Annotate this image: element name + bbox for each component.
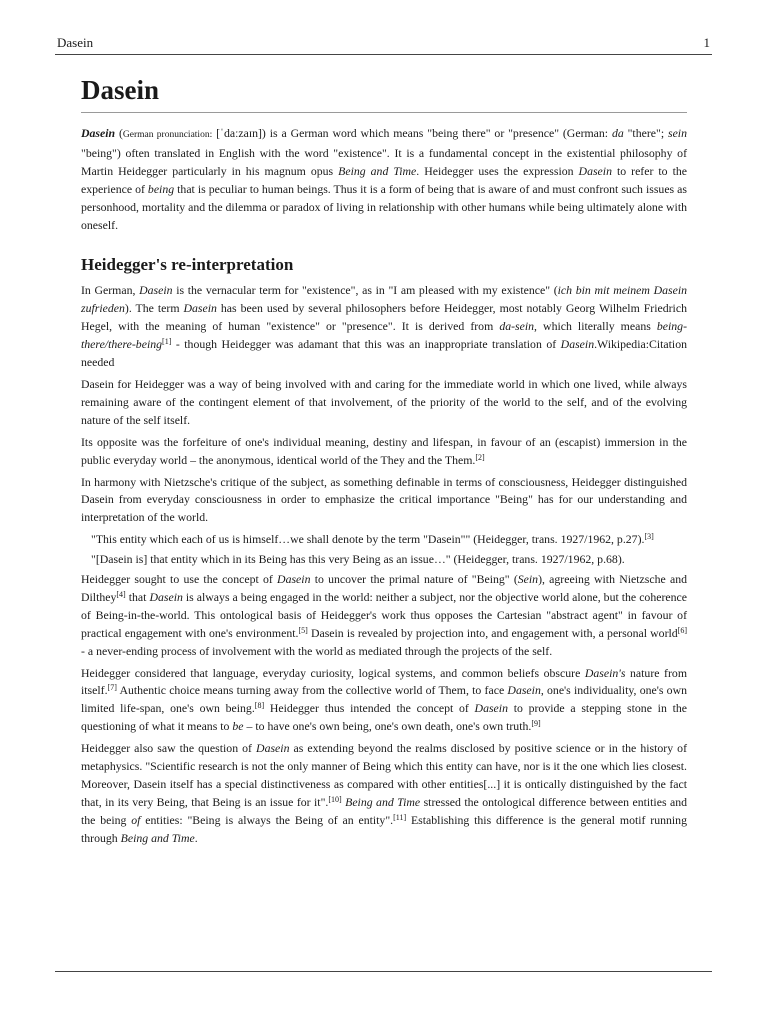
running-header <box>55 34 712 55</box>
text-run: ( <box>115 126 123 140</box>
paragraph <box>81 434 687 470</box>
text-run: Dasein <box>474 701 508 716</box>
block-quote <box>91 531 687 569</box>
text-run: – to have one's own being, one's own death, one's own truth. <box>243 719 532 734</box>
text-run: Dasein's <box>584 665 626 680</box>
text-run: Dasein is revealed by projection into, and engagement with, a personal world <box>307 625 678 640</box>
text-run: da <box>611 126 624 140</box>
citation-ref[interactable]: [5] <box>298 625 308 635</box>
text-run: Dasein <box>507 683 541 698</box>
text-run: to uncover the primal nature of "Being" ( <box>310 572 518 587</box>
text-run: "[Dasein is] that entity which in its Being has this very Being as an issue…" (Heidegger, trans. 1927/1962, p.68). <box>91 552 625 567</box>
text-run: being <box>147 181 175 196</box>
text-run: In harmony with Nietzsche's critique of the subject, as something definable in terms of consciousness, Heidegger distinguished Dasein from everyday consciousness in order to emphasize the critical importance "Being" has for our understanding and interpretation of the world. <box>81 474 687 525</box>
citation-ref[interactable]: [2] <box>475 452 485 462</box>
text-run: ). The term <box>124 301 184 316</box>
text-run: Heidegger thus intended the concept of <box>264 701 475 716</box>
article-title: Dasein <box>81 72 687 113</box>
text-run: Dasein <box>139 283 173 298</box>
citation-ref[interactable]: [8] <box>254 701 265 711</box>
text-run: that <box>125 589 150 604</box>
text-run: Dasein <box>277 572 311 587</box>
citation-ref[interactable]: [9] <box>531 719 541 729</box>
paragraph <box>81 282 687 372</box>
paragraph <box>81 376 687 430</box>
text-run: Dasein <box>560 337 595 352</box>
text-run: . <box>194 830 198 845</box>
text-run: ), agreeing with Nietzsche and Dilthey <box>81 572 687 604</box>
text-run: as extending beyond the realms disclosed by positive science or in the history of metaphysics. "Scientific research is not the only manner of Being which this entity can have, nor is it the one which lies closest. Moreover, Dasein itself has a special distinctiveness as compared with other entities[...] it is ontically distinguished by the fact that, in its very Being, that Being is an issue for it". <box>81 741 687 809</box>
text-run: Dasein <box>183 301 217 316</box>
text-run: being-there/there-being <box>81 319 687 352</box>
text-run: Being and Time <box>345 794 421 809</box>
citation-ref[interactable]: [3] <box>644 532 654 542</box>
text-run: Dasein for Heidegger was a way of being involved with and caring for the immediate world in which one lived, while always remaining aware of the contingent element of that involvement, of the priority of the world to the self, and of the evolving nature of the self itself. <box>81 376 687 427</box>
text-run: Dasein <box>578 163 612 178</box>
section-heading: Heidegger's re-interpretation <box>81 255 294 275</box>
text-run: is the vernacular term for "existence", as in "I am pleased with my existence" ( <box>172 283 558 298</box>
citation-ref[interactable]: [11] <box>393 812 407 822</box>
text-run: Being and Time <box>338 163 417 178</box>
text-run: has been used by several philosophers before Heidegger, most notably Georg Wilhelm Friedrich Hegel, with the meaning of human "existence" or "presence". It is derived from <box>81 301 687 334</box>
text-run: , one's individuality, one's own limited life-span, one's own being. <box>81 683 687 716</box>
citation-ref[interactable]: [4] <box>116 589 126 599</box>
text-run: sein <box>667 126 687 140</box>
paragraph <box>81 740 687 847</box>
text-run: - a never-ending process of involvement with the world as mediated through the projects of the self. <box>81 643 553 658</box>
citation-ref[interactable]: [7] <box>107 683 117 693</box>
text-run: is always a being engaged in the world: neither a subject, nor the objective world alone, but the coherence of Being-in-the-world. This ontological basis of Heidegger's work thus opposes the Cartesian "abstract agent" in favour of practical engagement with one's environment. <box>81 589 687 640</box>
article-body <box>81 72 687 852</box>
paragraph <box>81 665 687 737</box>
citation-ref[interactable]: [6] <box>677 625 688 635</box>
text-run: Dasein <box>256 741 290 756</box>
section-paragraphs-continued <box>81 571 687 848</box>
text-run: Heidegger also saw the question of <box>81 741 257 756</box>
running-header-title: Dasein <box>57 35 94 50</box>
text-run: "there"; <box>623 126 668 140</box>
text-run: to provide a stepping stone in the questioning of what it means to <box>81 701 687 734</box>
text-run: that is peculiar to human beings. Thus it is a form of being that is aware of and must confront such issues as personhood, mortality and the dilemma or paradox of living in relationship with other humans while being ultimately alone with oneself. <box>81 181 687 232</box>
text-run: "This entity which each of us is himself…we shall denote by the term "Dasein"" (Heidegger, trans. 1927/1962, p.27). <box>91 532 645 547</box>
text-run: In German, <box>81 283 140 298</box>
quote-paragraph <box>91 551 687 569</box>
citation-ref[interactable]: [1] <box>162 337 172 347</box>
text-run: German pronunciation: <box>122 130 213 140</box>
footer-rule <box>55 971 712 972</box>
text-run: be <box>232 719 244 734</box>
text-run: ich bin mit meinem Dasein zufrieden <box>81 283 687 316</box>
text-run: "being") often translated in English with the word "existence". It is a fundamental concept in the existential philosophy of Martin Heidegger particularly in his magnum opus <box>81 145 687 178</box>
paragraph <box>81 571 687 661</box>
text-run: - though Heidegger was adamant that this was an inappropriate translation of <box>171 337 561 352</box>
text-run: stressed the ontological difference between entities and the being <box>81 794 687 827</box>
text-run: to refer to the experience of <box>81 163 687 196</box>
quote-paragraph <box>91 531 687 549</box>
text-run: Being and Time <box>120 830 195 845</box>
text-run: nature from itself. <box>81 665 687 698</box>
citation-ref[interactable]: [10] <box>328 794 342 804</box>
text-run: da-sein <box>499 319 535 334</box>
page-number: 1 <box>703 35 710 50</box>
text-run: [ˈdaːzaɪn]) is a German word which means "being there" or "presence" (German: <box>212 126 612 140</box>
text-run: entities: "Being is always the Being of an entity". <box>140 812 394 827</box>
text-run: Establishing this difference is the general motif running through <box>81 812 687 845</box>
text-run: Sein <box>517 572 539 587</box>
text-run: , which literally means <box>534 319 657 334</box>
text-run: Heidegger considered that language, everyday curiosity, logical systems, and common beliefs obscure <box>81 665 585 680</box>
text-run: . Heidegger uses the expression <box>416 163 579 178</box>
text-run: Authentic choice means turning away from the collective world of Them, to face <box>116 683 508 698</box>
text-run: Dasein <box>149 589 183 604</box>
text-run: Dasein <box>81 126 116 140</box>
text-run: .Wikipedia:Citation needed <box>81 337 687 370</box>
intro-paragraph <box>81 125 687 234</box>
text-run: Heidegger sought to use the concept of <box>81 572 278 587</box>
text-run: Its opposite was the forfeiture of one's individual meaning, destiny and lifespan, in favour of an (escapist) immersion in the public everyday world – the anonymous, identical world of the They and the Them. <box>81 434 687 467</box>
paragraph <box>81 474 687 528</box>
section-paragraphs <box>81 282 687 527</box>
text-run: of <box>131 812 141 827</box>
